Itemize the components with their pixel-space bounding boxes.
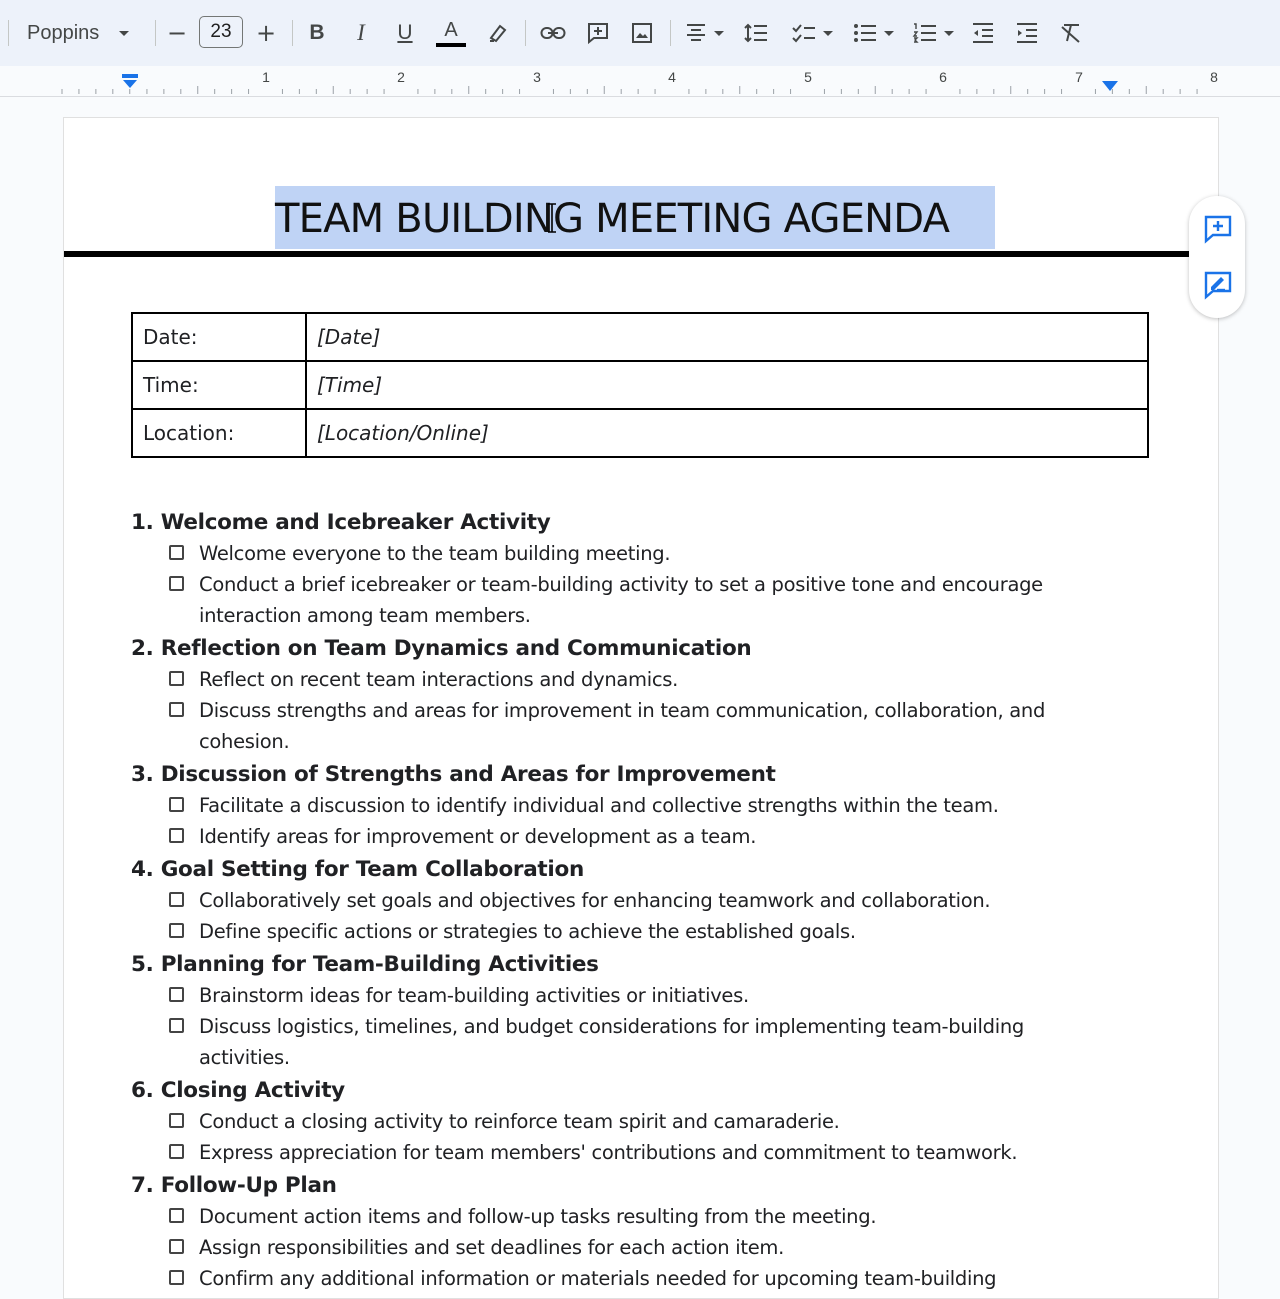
add-comment-icon <box>586 21 610 45</box>
checklist-item-text: Reflect on recent team interactions and dynamics. <box>199 668 679 691</box>
checklist-item-text: Discuss logistics, timelines, and budget considerations for implementing team-building <box>199 1015 1024 1038</box>
document-title-text: TEAM BUILDING MEETING AGENDA <box>275 196 950 242</box>
checklist-item-text: Assign responsibilities and set deadlines for each action item. <box>199 1236 785 1259</box>
add-comment-button[interactable] <box>582 14 614 52</box>
checkbox[interactable] <box>169 1208 184 1223</box>
chevron-down-icon <box>714 31 724 36</box>
checkbox[interactable] <box>169 1239 184 1254</box>
ruler-number: 1 <box>262 69 270 85</box>
toolbar-separator <box>8 20 9 46</box>
checklist-item[interactable] <box>131 980 1151 1011</box>
align-button[interactable] <box>680 14 728 52</box>
agenda-list <box>131 505 1151 1294</box>
toolbar-separator <box>155 20 156 46</box>
section-title[interactable]: 3. Discussion of Strengths and Areas for Improvement <box>131 762 776 787</box>
checklist-item-text: Discuss strengths and areas for improvement in team communication, collaboration, and <box>199 699 1046 722</box>
checklist-item[interactable] <box>131 885 1151 916</box>
checklist-item-text: Identify areas for improvement or development as a team. <box>199 825 757 848</box>
checklist-item[interactable] <box>131 1263 1151 1294</box>
font-size-input[interactable]: 23 <box>199 16 243 48</box>
checklist-item-text: Collaboratively set goals and objectives for enhancing teamwork and collaboration. <box>199 889 991 912</box>
section-title[interactable]: 1. Welcome and Icebreaker Activity <box>131 510 551 535</box>
italic-button[interactable] <box>346 14 376 52</box>
time-value[interactable]: [Time] <box>306 361 1148 409</box>
location-value[interactable]: [Location/Online] <box>306 409 1148 457</box>
checkbox[interactable] <box>169 1113 184 1128</box>
toolbar-separator <box>670 20 671 46</box>
checklist-item-text: Define specific actions or strategies to achieve the established goals. <box>199 920 856 943</box>
increase-indent-button[interactable] <box>1011 14 1043 52</box>
checklist-item-text: Brainstorm ideas for team-building activities or initiatives. <box>199 984 749 1007</box>
numbered-list-button[interactable] <box>907 14 959 52</box>
checklist-item[interactable] <box>131 1232 1151 1263</box>
left-indent-marker-icon[interactable] <box>120 74 140 90</box>
location-label[interactable]: Location: <box>132 409 306 457</box>
add-comment-icon[interactable] <box>1203 214 1233 244</box>
checklist-item[interactable] <box>131 1106 1151 1137</box>
checkbox[interactable] <box>169 576 184 591</box>
toolbar-separator <box>525 20 526 46</box>
checklist-item[interactable] <box>131 821 1151 852</box>
checklist-item-text: Document action items and follow-up tasks resulting from the meeting. <box>199 1205 877 1228</box>
right-indent-marker-icon[interactable] <box>1101 80 1119 92</box>
decrease-font-size-button[interactable] <box>162 14 192 52</box>
suggest-edits-icon[interactable] <box>1203 270 1233 300</box>
plus-icon: + <box>255 19 277 47</box>
checkbox[interactable] <box>169 797 184 812</box>
checklist-item[interactable] <box>131 790 1151 821</box>
ruler-number: 6 <box>939 69 947 85</box>
checklist-item[interactable] <box>131 695 1151 757</box>
image-icon <box>631 22 653 44</box>
checklist-icon <box>791 22 817 44</box>
section-title[interactable]: 4. Goal Setting for Team Collaboration <box>131 857 584 882</box>
section-title[interactable]: 2. Reflection on Team Dynamics and Communication <box>131 636 752 661</box>
checklist-button[interactable] <box>786 14 838 52</box>
minus-icon: − <box>166 19 188 47</box>
checklist-item[interactable] <box>131 1137 1151 1168</box>
line-spacing-button[interactable] <box>740 14 772 52</box>
highlight-color-button[interactable] <box>483 14 513 52</box>
date-label[interactable]: Date: <box>132 313 306 361</box>
checklist-item[interactable] <box>131 1201 1151 1232</box>
ruler-number: 8 <box>1210 69 1218 85</box>
section-title[interactable]: 7. Follow-Up Plan <box>131 1173 337 1198</box>
text-color-button[interactable] <box>434 14 468 52</box>
table-row <box>132 313 1148 361</box>
section-title[interactable]: 6. Closing Activity <box>131 1078 345 1103</box>
checklist-item[interactable] <box>131 569 1151 631</box>
ruler-number: 7 <box>1075 69 1083 85</box>
underline-icon: U <box>397 21 413 44</box>
underline-button[interactable] <box>390 14 420 52</box>
time-label[interactable]: Time: <box>132 361 306 409</box>
checklist-item-text-continued: cohesion. <box>199 730 290 753</box>
text-color-icon: A <box>444 19 458 41</box>
increase-indent-icon <box>1015 22 1039 44</box>
checklist-item-text: Facilitate a discussion to identify individual and collective strengths within the team. <box>199 794 999 817</box>
numbered-list-icon <box>912 22 938 44</box>
checklist-item-text: Confirm any additional information or materials needed for upcoming team-building <box>199 1267 997 1290</box>
title-divider <box>64 251 1189 257</box>
checkbox[interactable] <box>169 671 184 686</box>
bulleted-list-button[interactable] <box>847 14 899 52</box>
align-center-icon <box>684 23 708 43</box>
checklist-item-text: Conduct a closing activity to reinforce team spirit and camaraderie. <box>199 1110 840 1133</box>
ruler-number: 3 <box>533 69 541 85</box>
decrease-indent-button[interactable] <box>967 14 999 52</box>
line-spacing-icon <box>743 22 769 44</box>
ruler-number: 4 <box>668 69 676 85</box>
section-title[interactable]: 5. Planning for Team-Building Activities <box>131 952 599 977</box>
checklist-item[interactable] <box>131 664 1151 695</box>
chevron-down-icon <box>884 31 894 36</box>
decrease-indent-icon <box>971 22 995 44</box>
clear-formatting-icon <box>1059 22 1083 44</box>
checkbox[interactable] <box>169 1018 184 1033</box>
checkbox[interactable] <box>169 828 184 843</box>
ruler-ticks <box>0 66 1280 96</box>
checklist-item[interactable] <box>131 916 1151 947</box>
checkbox[interactable] <box>169 892 184 907</box>
bold-icon: B <box>309 21 325 44</box>
checklist-item[interactable] <box>131 538 1151 569</box>
ruler-number: 2 <box>397 69 405 85</box>
table-row <box>132 409 1148 457</box>
table-row <box>132 361 1148 409</box>
italic-icon: I <box>357 20 365 45</box>
checklist-item-text: Express appreciation for team members' contributions and commitment to teamwork. <box>199 1141 1018 1164</box>
text-color-swatch <box>436 43 466 47</box>
bold-button[interactable] <box>302 14 332 52</box>
checklist-item-text: Welcome everyone to the team building meeting. <box>199 542 671 565</box>
date-value[interactable]: [Date] <box>306 313 1148 361</box>
checklist-item-text-continued: activities. <box>199 1046 290 1069</box>
highlighter-icon <box>487 22 509 44</box>
font-family-select[interactable] <box>20 14 142 52</box>
link-icon <box>540 25 566 41</box>
chevron-down-icon <box>823 31 833 36</box>
increase-font-size-button[interactable] <box>251 14 281 52</box>
font-family-value: Poppins <box>27 21 100 44</box>
checklist-item-text: Conduct a brief icebreaker or team-building activity to set a positive tone and encourage <box>199 573 1043 596</box>
insert-link-button[interactable] <box>537 14 569 52</box>
chevron-down-icon <box>119 31 129 36</box>
checkbox[interactable] <box>169 702 184 717</box>
text-cursor-icon <box>547 203 557 233</box>
checkbox[interactable] <box>169 1270 184 1285</box>
ruler-number: 5 <box>804 69 812 85</box>
bulleted-list-icon <box>852 22 878 44</box>
checklist-item-text-continued: interaction among team members. <box>199 604 531 627</box>
clear-formatting-button[interactable] <box>1055 14 1087 52</box>
ruler[interactable] <box>0 66 1280 97</box>
chevron-down-icon <box>944 31 954 36</box>
floating-comment-actions <box>1189 196 1245 318</box>
checkbox[interactable] <box>169 545 184 560</box>
toolbar <box>0 0 1280 66</box>
insert-image-button[interactable] <box>626 14 658 52</box>
checkbox[interactable] <box>169 987 184 1002</box>
checkbox[interactable] <box>169 1144 184 1159</box>
document-title[interactable] <box>275 186 995 249</box>
toolbar-separator <box>292 20 293 46</box>
meeting-info-table <box>131 312 1149 458</box>
checklist-item[interactable] <box>131 1011 1151 1073</box>
checkbox[interactable] <box>169 923 184 938</box>
